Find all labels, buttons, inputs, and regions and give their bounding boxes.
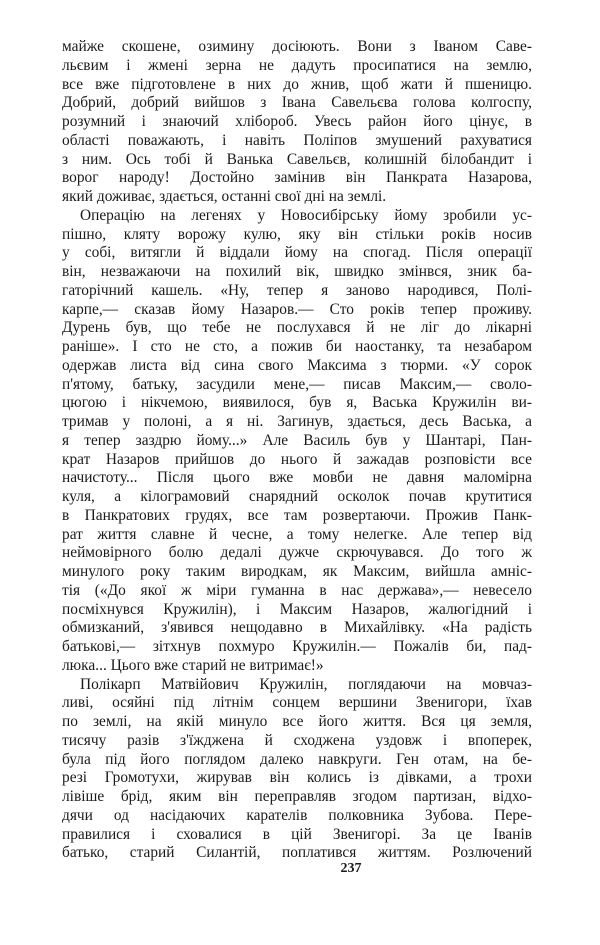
- text-line: карпе,— сказав йому Назаров.— Сто років тепер проживу.: [62, 300, 532, 318]
- text-line: я тепер заздрю йому...» Але Василь був у Шантарі, Пан-: [62, 431, 532, 449]
- text-line: гаторічний кашель. «Ну, тепер я заново народився, Полі-: [62, 281, 532, 299]
- text-line: Добрий, добрий вийшов з Івана Савельєва голова колгоспу,: [62, 94, 532, 112]
- text-line: ворог народу! Достойно замінив він Панкрата Назарова,: [62, 169, 532, 187]
- page-number: 237: [340, 861, 362, 876]
- text-line: минулого року таким виродкам, як Максим, вийшла амніс-: [62, 563, 532, 580]
- text-line: у собі, витягли й віддали йому на спогад. Після операції: [62, 244, 532, 262]
- text-line: тримав у полоні, а я ні. Загинув, здається, десь Васька, а: [62, 413, 532, 430]
- text-line: батько, старий Силантій, поплатився життям. Розлючений: [62, 844, 532, 862]
- text-line: начистоту... Після цього вже мовби не давня маломірна: [62, 469, 532, 487]
- text-line: батькові,— зітхнув похмуро Кружилін.— Пожалів би, пад-: [62, 638, 532, 655]
- text-line: який доживає, здається, останні свої дні на землі.: [62, 188, 387, 205]
- text-line: по землі, на якій минуло все його життя. Вся ця земля,: [62, 713, 532, 730]
- paragraph-3: [62, 676, 532, 864]
- text-line: раніше». І сто не сто, а пожив би наостанку, та незабаром: [62, 338, 532, 355]
- text-line: Операцію на легенях у Новосибірську йому зробили ус-: [80, 206, 532, 224]
- text-line: Дурень був, що тебе не послухався й не ліг до лікарні: [62, 319, 532, 337]
- text-line: правилися і сховалися в цій Звенигорі. За це Іванів: [62, 825, 532, 843]
- text-line: обмизканий, з'явився нещодавно в Михайлівку. «На радість: [62, 619, 532, 637]
- text-line: крат Назаров прийшов до нього й зажадав розповісти все: [62, 450, 532, 468]
- text-line: ливі, осяйні під літнім сонцем вершини Звенигори, їхав: [62, 694, 532, 712]
- text-line: області поважають, і навіть Поліпов змушений рахуватися: [62, 131, 532, 149]
- text-line: цюгою і нікчемою, виявилося, був я, Васька Кружилін ви-: [62, 394, 532, 412]
- body-text: [62, 38, 532, 863]
- text-line: Полікарп Матвійович Кружилін, поглядаючи на мовчаз-: [80, 675, 532, 693]
- text-line: він, незважаючи на похилий вік, швидко змінвся, зник ба-: [62, 263, 532, 280]
- text-line: одержав листа від сина свого Максима з тюрми. «У сорок: [62, 356, 532, 374]
- text-line: була під його поглядом далеко навкруги. Ген отам, на бе-: [62, 750, 532, 768]
- text-line: з ним. Ось тобі й Ванька Савельєв, колишній білобандит і: [62, 150, 532, 168]
- paragraph-2: [62, 207, 532, 676]
- text-line: рат життя славне й чесне, а тому нелегке. Але тепер від: [62, 525, 532, 543]
- text-line: куля, а кілограмовий снарядний осколок почав крутитися: [62, 488, 532, 505]
- text-line: льєвим і жмені зерна не дадуть просипатися на землю,: [62, 56, 532, 74]
- text-line: неймовірного болю дедалі дужче скрючувався. До того ж: [62, 544, 532, 562]
- text-line: тія («До якої ж міри гуманна в нас держава»,— невесело: [62, 581, 532, 599]
- text-line: резі Громотухи, жирував він колись із дівками, а трохи: [62, 769, 532, 787]
- text-line: в Панкратових грудях, все там розвертаючи. Прожив Панк-: [62, 506, 532, 524]
- text-line: дячи од насідаючих карателів полковника Зубова. Пере-: [62, 806, 532, 824]
- text-line: п'ятому, батьку, засудили мене,— писав Максим,— своло-: [62, 375, 532, 393]
- text-line: люка... Цього вже старий не витримає!»: [62, 656, 324, 674]
- paragraph-1: [62, 38, 532, 207]
- text-line: тисячу разів з'їжджена й сходжена уздовж і впоперек,: [62, 731, 532, 749]
- text-line: розумний і знаючий хлібороб. Увесь район його цінує, в: [62, 113, 532, 130]
- text-line: пішно, кляту ворожу кулю, яку він стільки років носив: [62, 225, 532, 243]
- text-line: лівіше брід, яким він переправляв згодом партизан, відхо-: [62, 788, 532, 805]
- text-line: посміхнувся Кружилін), і Максим Назаров, жалюгідний і: [62, 600, 532, 618]
- text-line: все вже підготовлене в них до жнив, щоб жати й пшеницю.: [62, 75, 532, 93]
- text-line: майже скошене, озимину досіюють. Вони з Іваном Саве-: [62, 38, 532, 55]
